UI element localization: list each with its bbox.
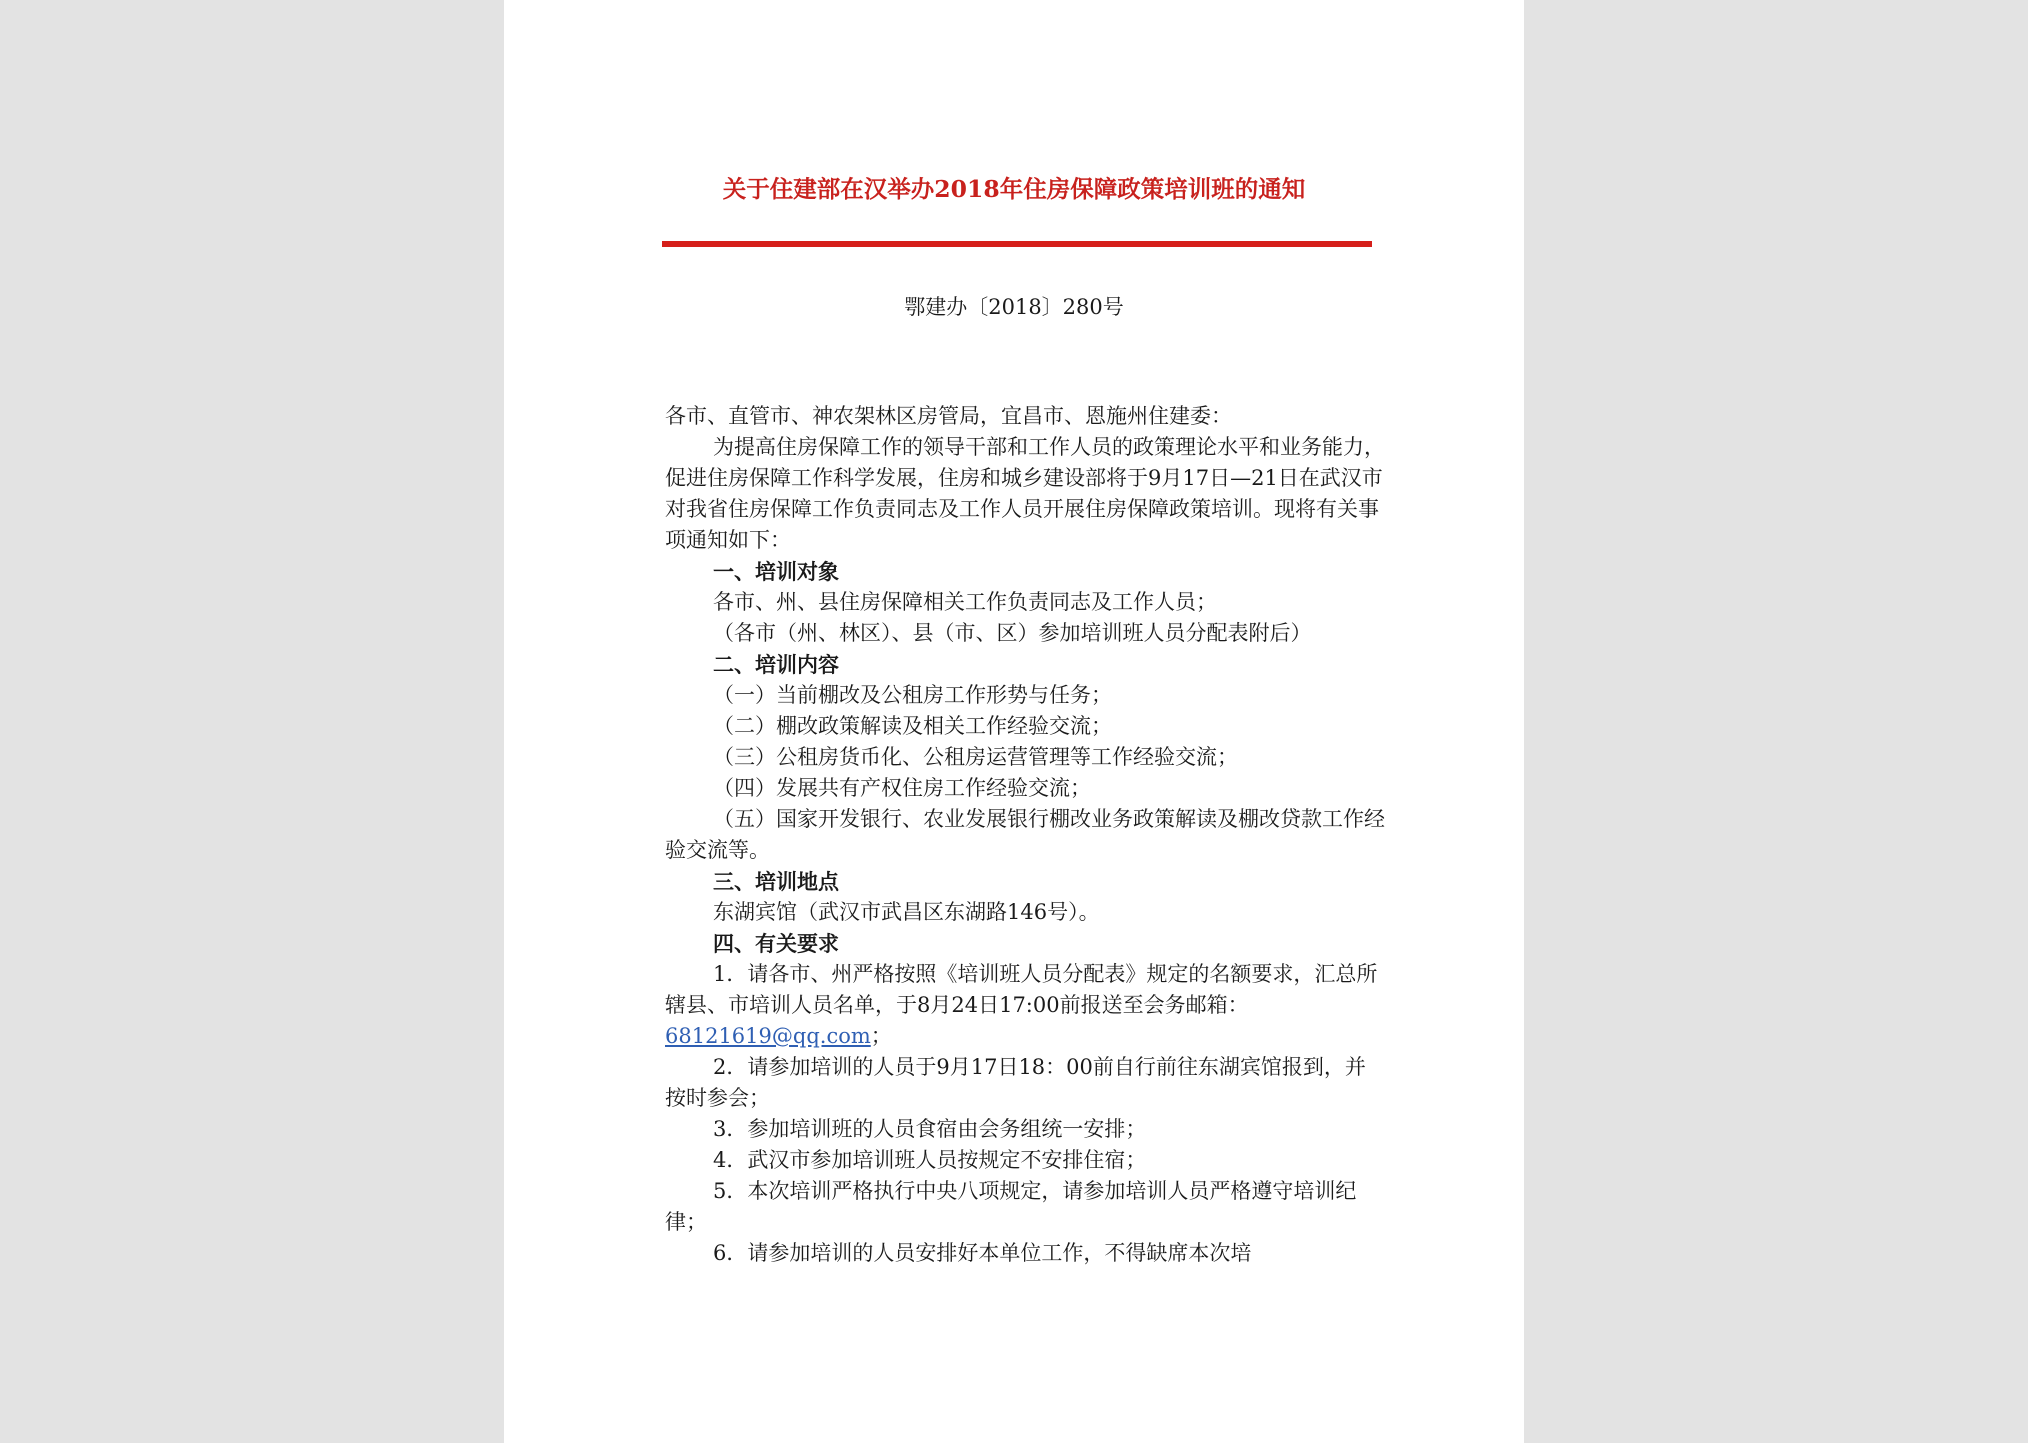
salutation: 各市、直管市、神农架林区房管局，宜昌市、恩施州住建委： [665,404,1232,428]
training-location: 东湖宾馆（武汉市武昌区东湖路146号）。 [713,900,1100,924]
requirement-item-6: 6．请参加培训的人员安排好本单位工作，不得缺席本次培 [713,1241,1252,1265]
requirement-item-5: 5．本次培训严格执行中央八项规定，请参加培训人员严格遵守培训纪律； [665,1179,1357,1234]
section-heading-2: 二、培训内容 [713,652,839,677]
requirement-item-3: 3．参加培训班的人员食宿由会务组统一安排； [713,1117,1147,1141]
section-heading-1: 一、培训对象 [713,559,839,584]
section-2-item-5: （五）国家开发银行、农业发展银行棚改业务政策解读及棚改贷款工作经验交流等。 [665,807,1385,862]
section-1-line-2: （各市（州、林区）、县（市、区）参加培训班人员分配表附后） [713,621,1312,645]
document-number: 鄂建办〔2018〕280号 [904,295,1124,319]
requirement-item-1 [665,959,1385,1052]
document-title: 关于住建部在汉举办2018年住房保障政策培训班的通知 [722,175,1306,203]
document-page [504,0,1524,1443]
section-2-item-1: （一）当前棚改及公租房工作形势与任务； [713,683,1112,707]
section-1-line-1: 各市、州、县住房保障相关工作负责同志及工作人员； [713,590,1217,614]
email-link[interactable]: 68121619@qq.com [665,1024,871,1048]
requirement-item-1-end: ； [870,1024,892,1048]
intro-paragraph: 为提高住房保障工作的领导干部和工作人员的政策理论水平和业务能力，促进住房保障工作科学发展，住房和城乡建设部将于9月17日—21日在武汉市对我省住房保障工作负责同志及工作人员开展住房保障政策培训。现将有关事项通知如下： [665,435,1385,552]
requirement-item-1-text: 1．请各市、州严格按照《培训班人员分配表》规定的名额要求，汇总所辖县、市培训人员名单，于8月24日17:00前报送至会务邮箱： [665,962,1378,1017]
requirement-item-2: 2．请参加培训的人员于9月17日18：00前自行前往东湖宾馆报到，并按时参会； [665,1055,1366,1110]
document-body [665,401,1385,1269]
requirement-item-4: 4．武汉市参加培训班人员按规定不安排住宿； [713,1148,1147,1172]
section-2-item-4: （四）发展共有产权住房工作经验交流； [713,776,1091,800]
section-2-item-3: （三）公租房货币化、公租房运营管理等工作经验交流； [713,745,1238,769]
section-heading-4: 四、有关要求 [713,931,839,956]
section-2-item-2: （二）棚改政策解读及相关工作经验交流； [713,714,1112,738]
red-header-rule [662,241,1372,247]
section-heading-3: 三、培训地点 [713,869,839,894]
